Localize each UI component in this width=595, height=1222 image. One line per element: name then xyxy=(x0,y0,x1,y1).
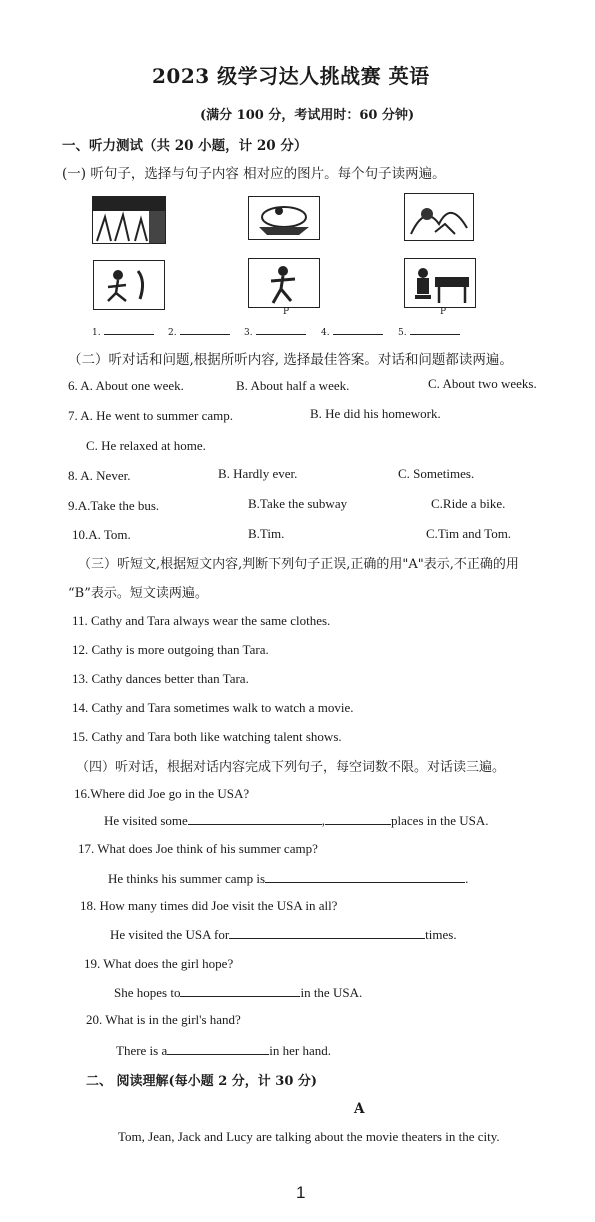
q17-answer-line: He thinks his summer camp is . xyxy=(108,871,469,886)
q6-option-a: 6. A. About one week. xyxy=(68,378,184,393)
s1-heading: (一) 听句子，选择与句子内容 相对应的图片。每个句子读两遍。 xyxy=(62,166,446,182)
q20-answer-line: There is a in her hand. xyxy=(116,1043,331,1058)
q7-option-a: 7. A. He went to summer camp. xyxy=(68,408,233,423)
q7-option-c: C. He relaxed at home. xyxy=(86,438,206,453)
s2-heading: （二）听对话和问题,根据所听内容, 选择最佳答案。对话和问题都读两遍。 xyxy=(68,352,513,368)
picture-3 xyxy=(404,193,474,241)
page-title: 2023 级学习达人挑战赛 英语 xyxy=(152,64,430,88)
part2-intro: Tom, Jean, Jack and Lucy are talking about the movie theaters in the city. xyxy=(118,1129,500,1144)
q9-option-b: B.Take the subway xyxy=(248,496,348,511)
q9-option-c: C.Ride a bike. xyxy=(431,496,506,511)
q10-option-a: 10.A. Tom. xyxy=(72,527,131,542)
q14: 14. Cathy and Tara sometimes walk to watch a movie. xyxy=(72,700,354,715)
q8-option-b: B. Hardly ever. xyxy=(218,466,298,481)
picture-1 xyxy=(92,196,166,244)
q20-question: 20. What is in the girl's hand? xyxy=(86,1012,241,1027)
q12: 12. Cathy is more outgoing than Tara. xyxy=(72,642,269,657)
part2-heading: 二、 阅读理解(每小题 2 分，计 30 分) xyxy=(86,1074,318,1089)
picture-4 xyxy=(93,260,165,310)
answer-1: 1. xyxy=(92,322,154,338)
answer-4: 4. xyxy=(321,322,383,338)
s4-heading: （四）听对话，根据对话内容完成下列句子，每空词数不限。对话读三遍。 xyxy=(76,760,506,775)
picture-6 xyxy=(404,258,476,308)
picture-5-letter: P xyxy=(283,307,290,317)
q11: 11. Cathy and Tara always wear the same clothes. xyxy=(72,613,331,628)
section-a-label: A xyxy=(354,1101,365,1117)
s3-heading-line1: （三）听短文,根据短文内容,判断下列句子正误,正确的用"A"表示,不正确的用 xyxy=(78,557,519,572)
picture-5 xyxy=(248,258,320,308)
q10-option-b: B.Tim. xyxy=(248,526,285,541)
q9-option-a: 9.A.Take the bus. xyxy=(68,498,160,513)
picture-2 xyxy=(248,196,320,240)
q6-option-c: C. About two weeks. xyxy=(428,376,537,391)
q19-question: 19. What does the girl hope? xyxy=(84,956,234,971)
answer-3: 3. xyxy=(244,322,306,338)
q16-answer-line: He visited some , places in the USA. xyxy=(104,813,489,828)
answer-2: 2. xyxy=(168,322,230,338)
page-subtitle: (满分 100 分，考试用时：60 分钟) xyxy=(200,108,415,123)
q15: 15. Cathy and Tara both like watching talent shows. xyxy=(72,729,342,744)
q8-option-a: 8. A. Never. xyxy=(68,468,131,483)
q18-answer-line: He visited the USA for times. xyxy=(110,927,457,942)
q16-question: 16.Where did Joe go in the USA? xyxy=(74,786,250,801)
q7-option-b: B. He did his homework. xyxy=(310,406,441,421)
answer-5: 5. xyxy=(398,322,460,338)
part1-heading: 一、听力测试（共 20 小题，计 20 分） xyxy=(62,138,308,154)
picture-6-letter: P xyxy=(440,307,447,317)
q10-option-c: C.Tim and Tom. xyxy=(426,526,512,541)
q19-answer-line: She hopes to in the USA. xyxy=(114,985,363,1000)
page-number: 1 xyxy=(296,1183,306,1202)
q17-question: 17. What does Joe think of his summer camp? xyxy=(78,841,318,856)
q13: 13. Cathy dances better than Tara. xyxy=(72,671,249,686)
q8-option-c: C. Sometimes. xyxy=(398,466,475,481)
s3-heading-line2: “B”表示。短文读两遍。 xyxy=(68,586,208,601)
q18-question: 18. How many times did Joe visit the USA in all? xyxy=(80,898,338,913)
q6-option-b: B. About half a week. xyxy=(236,378,350,393)
